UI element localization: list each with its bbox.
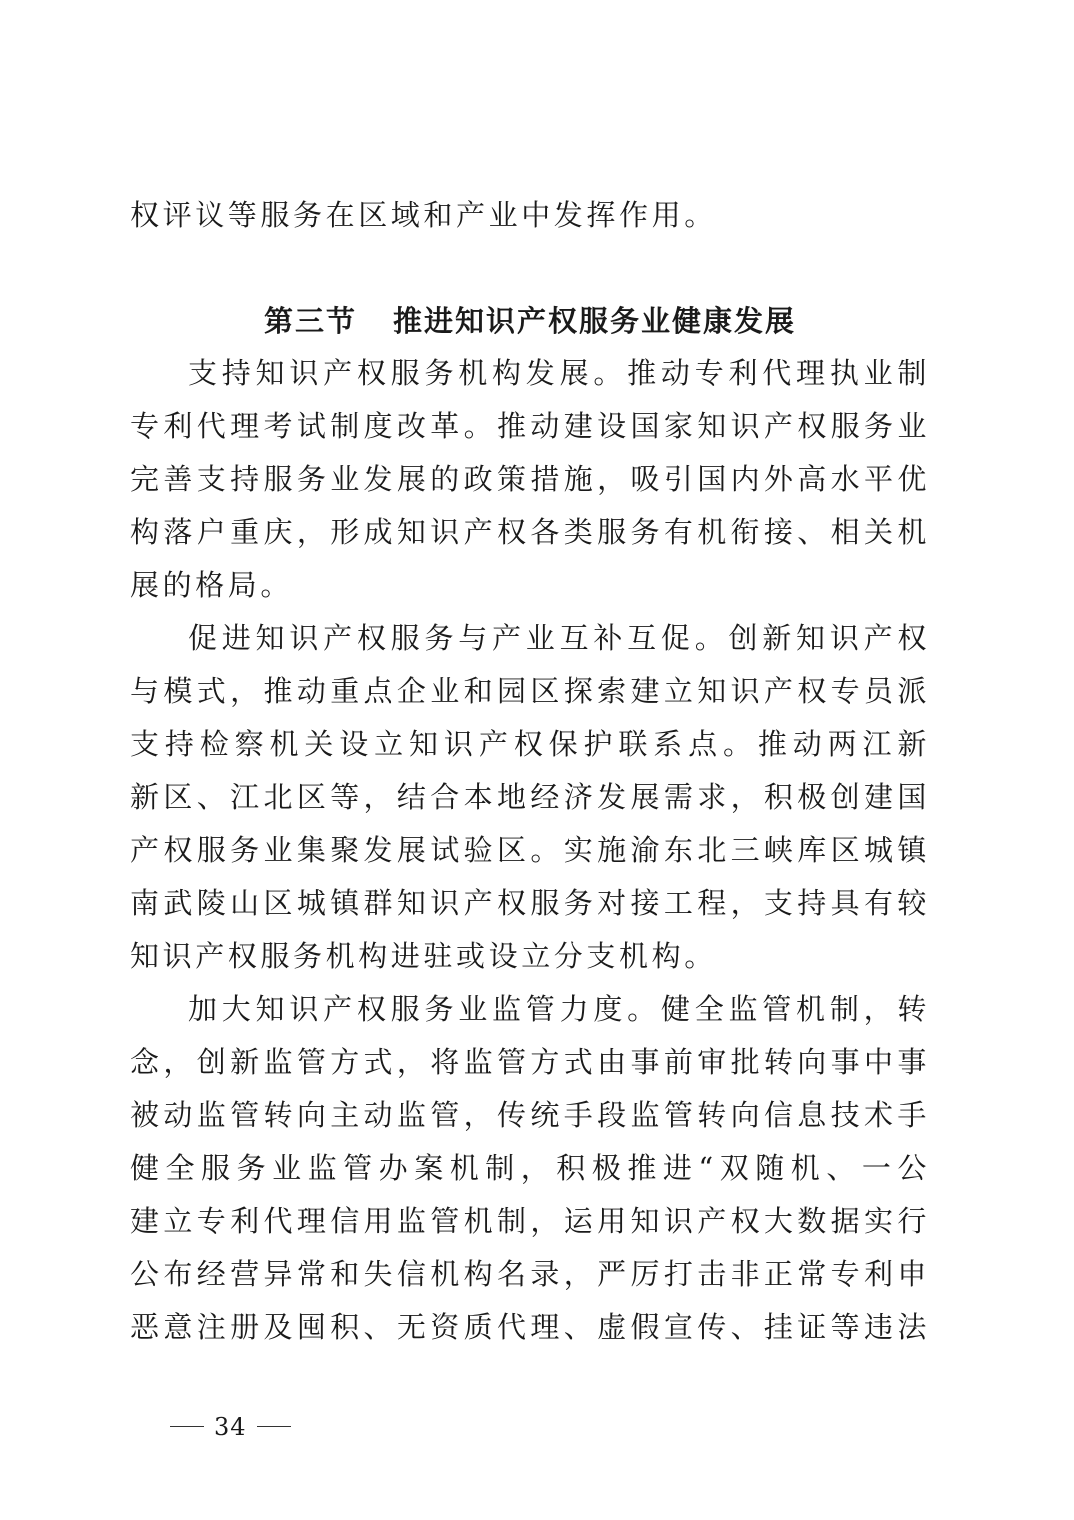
section-number: 第三节 [263, 304, 357, 338]
section-heading [130, 303, 930, 339]
dash-right [257, 1426, 291, 1427]
paragraph-line: 建立专利代理信用监管机制，运用知识产权大数据实行 [130, 1204, 930, 1238]
paragraph-line: 加大知识产权服务业监管力度。健全监管机制，转 [188, 992, 930, 1026]
carryover-line: 权评议等服务在区域和产业中发挥作用。 [130, 198, 717, 232]
paragraph-line: 完善支持服务业发展的政策措施，吸引国内外高水平优 [130, 462, 930, 496]
paragraph-line: 专利代理考试制度改革。推动建设国家知识产权服务业 [130, 409, 930, 443]
paragraph-line: 展的格局。 [130, 568, 294, 602]
paragraph-line: 健全服务业监管办案机制，积极推进“双随机、一公 [130, 1151, 930, 1185]
paragraph-line: 与模式，推动重点企业和园区探索建立知识产权专员派 [130, 674, 930, 708]
paragraph-line: 支持知识产权服务机构发展。推动专利代理执业制 [188, 356, 930, 390]
paragraph-line: 念，创新监管方式，将监管方式由事前审批转向事中事 [130, 1045, 930, 1079]
dash-left [170, 1426, 204, 1427]
paragraph-line: 促进知识产权服务与产业互补互促。创新知识产权 [188, 621, 930, 655]
paragraph-line: 被动监管转向主动监管，传统手段监管转向信息技术手 [130, 1098, 930, 1132]
page-number-value: 34 [214, 1413, 247, 1441]
section-title: 推进知识产权服务业健康发展 [393, 304, 797, 338]
paragraph-line: 知识产权服务机构进驻或设立分支机构。 [130, 939, 717, 973]
paragraph-line: 产权服务业集聚发展试验区。实施渝东北三峡库区城镇 [130, 833, 930, 867]
page-number [160, 1412, 301, 1442]
paragraph-line: 南武陵山区城镇群知识产权服务对接工程，支持具有较 [130, 886, 930, 920]
paragraph-line: 公布经营异常和失信机构名录，严厉打击非正常专利申 [130, 1257, 930, 1291]
paragraph-line: 支持检察机关设立知识产权保护联系点。推动两江新 [130, 727, 930, 761]
paragraph-line: 构落户重庆，形成知识产权各类服务有机衔接、相关机 [130, 515, 930, 549]
paragraph-line: 恶意注册及囤积、无资质代理、虚假宣传、挂证等违法 [130, 1310, 930, 1344]
paragraph-line: 新区、江北区等，结合本地经济发展需求，积极创建国 [130, 780, 930, 814]
